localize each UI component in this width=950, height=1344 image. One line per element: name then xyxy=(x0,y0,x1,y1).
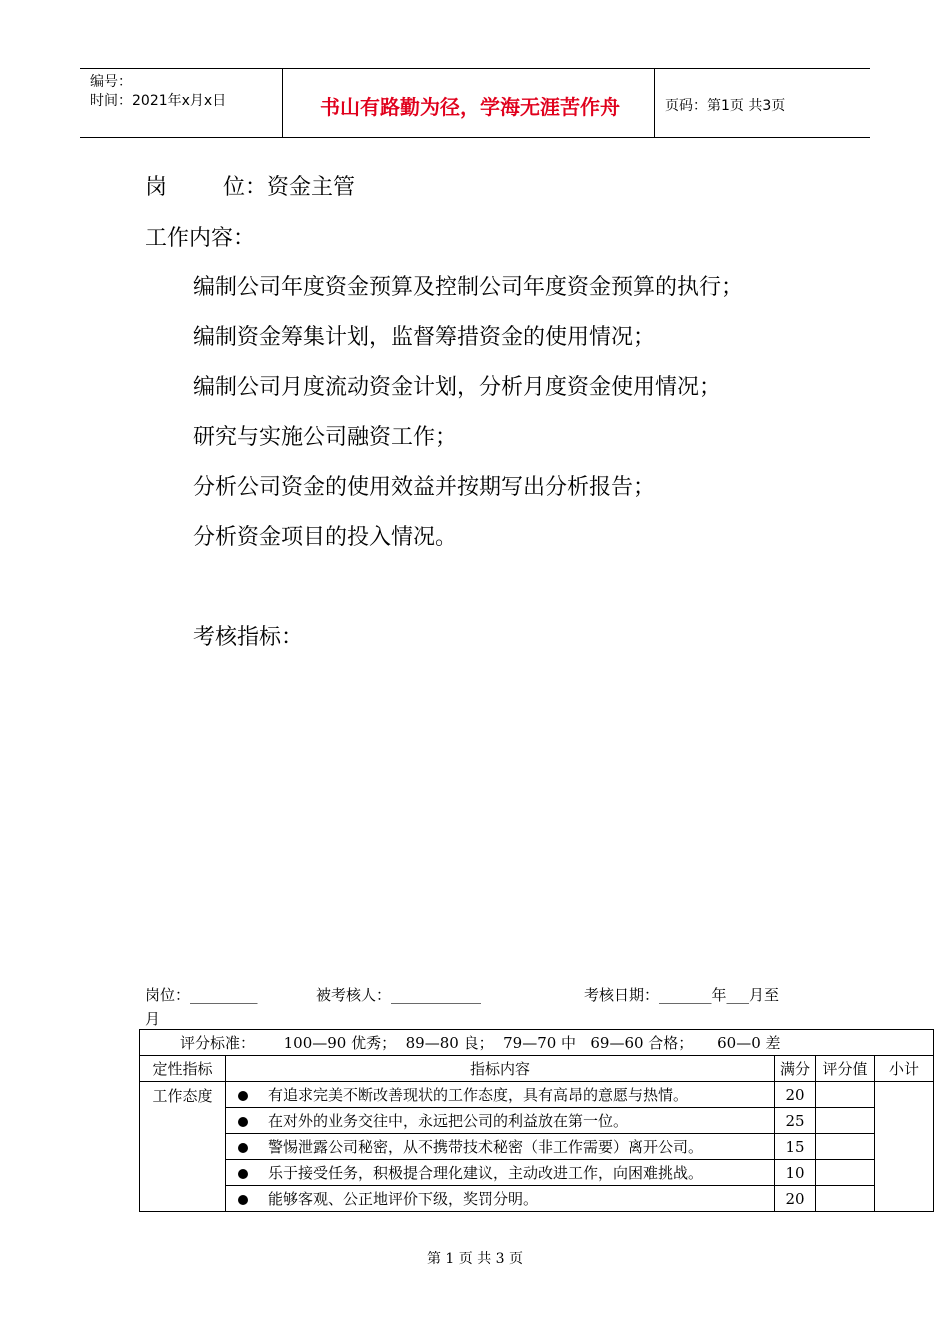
page-footer: 第 1 页 共 3 页 xyxy=(426,1251,524,1267)
table-row xyxy=(140,1186,934,1212)
post-line xyxy=(145,170,355,201)
table-header-row xyxy=(140,1056,934,1082)
number-label: 编号： xyxy=(90,74,132,90)
post-label: 岗 位： xyxy=(145,175,267,200)
header-divider xyxy=(282,69,283,137)
work-content-label: 工作内容： xyxy=(145,226,256,251)
content-cell: 在对外的业务交往中，永远把公司的利益放在第一位。 xyxy=(226,1108,775,1134)
header-full-score: 满分 xyxy=(775,1056,816,1082)
work-item: 编制资金筹集计划，监督筹措资金的使用情况； xyxy=(193,325,656,350)
bullet-icon xyxy=(238,1169,248,1179)
header-motto: 书山有路勤为径，学海无涯苦作舟 xyxy=(320,95,620,119)
content-cell: 警惕泄露公司秘密，从不携带技术秘密（非工作需要）离开公司。 xyxy=(226,1134,775,1160)
form-date-cont: 月 xyxy=(145,1010,161,1028)
time-label: 时间：2021年x月x日 xyxy=(90,93,227,109)
work-item: 分析公司资金的使用效益并按期写出分析报告； xyxy=(193,475,656,500)
page-header xyxy=(80,68,870,138)
work-item: 编制公司月度流动资金计划，分析月度资金使用情况； xyxy=(193,375,722,400)
header-subtotal: 小计 xyxy=(875,1056,934,1082)
full-score-cell: 20 xyxy=(775,1082,816,1108)
header-meta xyxy=(90,73,226,111)
content-cell: 有追求完美不断改善现状的工作态度，具有高昂的意愿与热情。 xyxy=(226,1082,775,1108)
table-row xyxy=(140,1108,934,1134)
full-score-cell: 25 xyxy=(775,1108,816,1134)
work-item: 编制公司年度资金预算及控制公司年度资金预算的执行； xyxy=(193,275,744,300)
scoring-standard: 评分标准： 100—90 优秀； 89—80 良； 79—70 中 69—60 合格； 60—0 差 xyxy=(140,1030,934,1056)
bullet-icon xyxy=(238,1195,248,1205)
assessment-table xyxy=(139,1029,934,1212)
form-post: 岗位：_________ xyxy=(145,986,258,1004)
score-value-cell xyxy=(816,1134,875,1160)
post-value: 资金主管 xyxy=(266,175,355,200)
table-row xyxy=(140,1134,934,1160)
table-row xyxy=(140,1082,934,1108)
table-row xyxy=(140,1160,934,1186)
content-cell: 能够客观、公正地评价下级，奖罚分明。 xyxy=(226,1186,775,1212)
score-value-cell xyxy=(816,1160,875,1186)
header-content: 指标内容 xyxy=(226,1056,775,1082)
work-item: 研究与实施公司融资工作； xyxy=(193,425,458,450)
subtotal-cell xyxy=(875,1082,934,1212)
score-value-cell xyxy=(816,1108,875,1134)
full-score-cell: 15 xyxy=(775,1134,816,1160)
form-date: 考核日期：_______年___月至 xyxy=(584,986,780,1004)
bullet-icon xyxy=(238,1117,248,1127)
header-category: 定性指标 xyxy=(140,1056,226,1082)
full-score-cell: 10 xyxy=(775,1160,816,1186)
form-assessee: 被考核人：____________ xyxy=(316,986,482,1004)
bullet-icon xyxy=(238,1143,248,1153)
header-score-value: 评分值 xyxy=(816,1056,875,1082)
assessment-label: 考核指标： xyxy=(193,625,304,650)
content-cell: 乐于接受任务，积极提合理化建议，主动改进工作，向困难挑战。 xyxy=(226,1160,775,1186)
category-cell: 工作态度 xyxy=(140,1082,226,1212)
full-score-cell: 20 xyxy=(775,1186,816,1212)
header-page-number: 页码：第1页 共3页 xyxy=(665,98,786,114)
bullet-icon xyxy=(238,1091,248,1101)
table-standard-row xyxy=(140,1030,934,1056)
work-item: 分析资金项目的投入情况。 xyxy=(193,525,458,550)
score-value-cell xyxy=(816,1186,875,1212)
score-value-cell xyxy=(816,1082,875,1108)
